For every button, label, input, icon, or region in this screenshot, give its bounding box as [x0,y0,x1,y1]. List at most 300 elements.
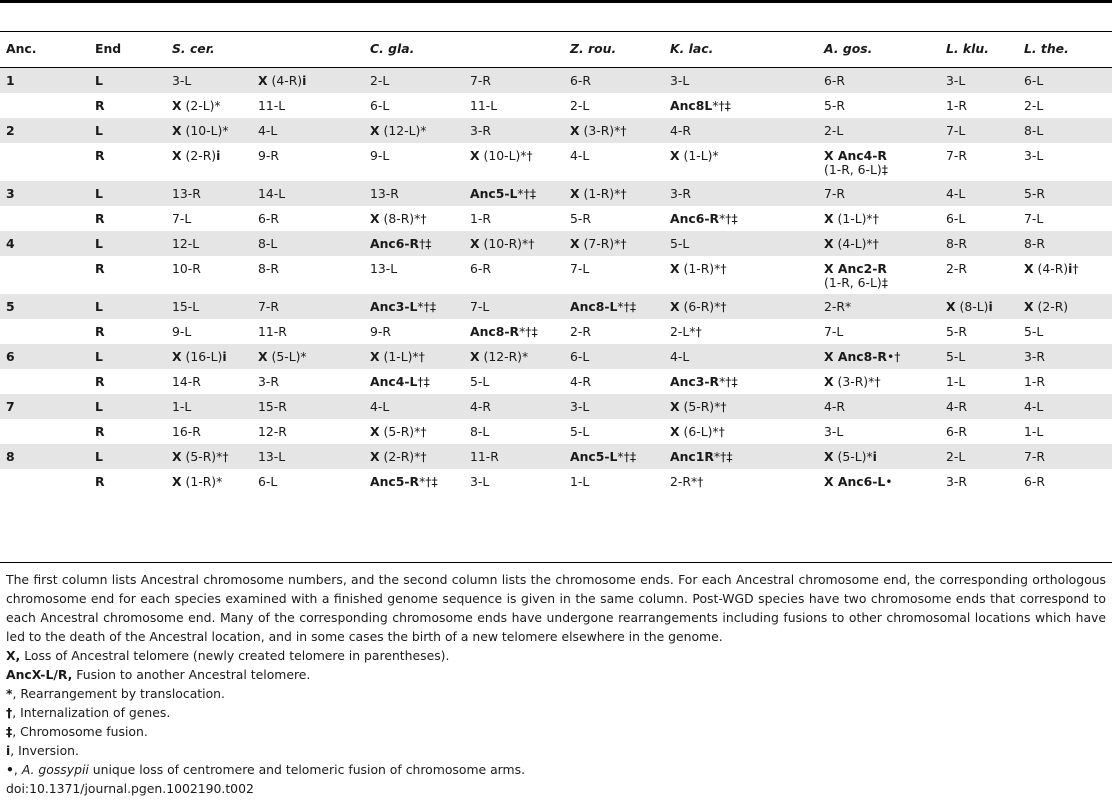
cell-main: X [570,123,580,138]
table-row [0,294,1112,319]
ortholog-cell [570,375,591,389]
cell-main: X [1024,299,1034,314]
cell-main: 7-L [470,299,490,314]
anc-cell: 6 [6,349,15,364]
cell-detail: *†‡ [719,211,738,226]
ortholog-cell [1024,450,1045,464]
cell-main: X [258,349,268,364]
ortholog-cell [1024,325,1043,339]
cell-main: 3-L [670,73,690,88]
ortholog-cell [570,74,591,88]
cell-main: 2-L [824,123,844,138]
cell-main: Anc1R [670,449,714,464]
ortholog-cell [370,99,389,113]
ortholog-cell [824,212,879,226]
cell-detail: (6-R)*† [679,299,727,314]
ortholog-cell [1024,475,1045,489]
ortholog-cell [670,325,702,339]
footnote-doi: doi:10.1371/journal.pgen.1002190.t002 [6,781,254,796]
cell-main: X [172,123,182,138]
cell-main: 8-R [258,261,279,276]
legend-text: , Rearrangement by translocation. [12,686,225,701]
cell-main: 12-L [172,236,200,251]
cell-main: X [946,299,956,314]
cell-main: 9-L [370,148,390,163]
cell-main: 7-L [1024,211,1044,226]
cell-detail: (2-R) [181,148,217,163]
ortholog-cell [824,187,845,201]
ortholog-cell [570,237,627,251]
legend-text: , [13,762,22,777]
cell-main: Anc5-L [570,449,618,464]
cell-detail: (8-R)*† [379,211,427,226]
end-cell: R [95,98,105,113]
ortholog-cell [824,450,877,464]
cell-main: 1-R [946,98,967,113]
cell-detail: (16-L) [181,349,223,364]
ortholog-cell [1024,300,1068,314]
cell-main: X [258,73,268,88]
end-cell: L [95,399,103,414]
ortholog-cell [172,212,191,226]
ortholog-cell [172,475,222,489]
cell-main: 5-L [1024,324,1044,339]
ortholog-cell [470,375,489,389]
cell-main: 13-R [172,186,201,201]
ortholog-cell [258,74,306,88]
cell-main: 2-R* [824,299,852,314]
ortholog-cell [172,375,201,389]
ortholog-cell [258,350,307,364]
ortholog-cell [824,475,893,489]
cell-detail: (3-R)*† [579,123,627,138]
anc-cell: 4 [6,236,15,251]
cell-main: Anc6-R [370,236,420,251]
cell-main: X Anc6-L [824,474,886,489]
ortholog-cell [946,475,967,489]
table-row [0,231,1112,256]
end-cell: L [95,186,103,201]
ortholog-cell [172,124,229,138]
ortholog-cell [258,237,277,251]
cell-main: 11-L [258,98,286,113]
ortholog-cell [172,262,201,276]
cell-main: X [172,349,182,364]
cell-main: 13-L [258,449,286,464]
telomere-table [0,32,1112,494]
table-row [0,206,1112,231]
cell-main: 4-R [570,374,591,389]
cell-main: 5-R [946,324,967,339]
ortholog-cell [370,237,431,251]
ortholog-cell [824,74,845,88]
table-row [0,394,1112,419]
legend-symbol: † [6,705,13,720]
cell-main: 4-L [570,148,590,163]
cell-main: X [470,236,480,251]
cell-subline: (1-R, 6-L)‡ [824,162,888,177]
cell-detail: (2-R) [1033,299,1069,314]
ortholog-cell [946,350,965,364]
cell-main: 1-L [1024,424,1044,439]
cell-detail: (3-R)*† [833,374,881,389]
cell-main: 2-L [1024,98,1044,113]
legend-species: A. gossypii [21,762,89,777]
cell-main: 4-L [370,399,390,414]
ortholog-cell [670,212,738,226]
cell-main: X Anc4-R [824,148,887,163]
cell-main: 9-R [258,148,279,163]
ortholog-cell [570,99,589,113]
cell-main: 1-L [946,374,966,389]
cell-main: 8-L [470,424,490,439]
ortholog-cell [258,99,285,113]
cell-detail: *†‡ [519,324,538,339]
ortholog-cell [824,99,845,113]
ortholog-cell [570,400,589,414]
cell-main: 7-R [824,186,845,201]
ortholog-cell [172,300,199,314]
ortholog-cell [172,187,201,201]
ortholog-cell [670,124,691,138]
cell-main: X [370,123,380,138]
ortholog-cell [258,262,279,276]
col-header-a-gos: A. gos. [824,41,873,56]
ortholog-cell [172,400,191,414]
ortholog-cell [470,187,536,201]
cell-main: Anc8-L [570,299,618,314]
col-header-c-gla: C. gla. [370,41,415,56]
end-cell: R [95,474,105,489]
cell-main: 7-L [946,123,966,138]
ortholog-cell [670,99,731,113]
cell-main: 3-R [946,474,967,489]
cell-main: X [670,399,680,414]
ortholog-cell [946,325,967,339]
end-cell: L [95,349,103,364]
inversion-mark: i [216,148,221,163]
col-header-l-klu: L. klu. [946,41,989,56]
inversion-mark: i [1068,261,1073,276]
ortholog-cell [370,425,427,439]
ortholog-cell [370,375,430,389]
cell-main: 15-R [258,399,287,414]
ortholog-cell [470,475,489,489]
cell-main: Anc3-L [370,299,418,314]
cell-main: X [370,349,380,364]
cell-main: 3-R [258,374,279,389]
legend-line [6,760,1106,779]
table-row [0,419,1112,444]
ortholog-cell [370,300,436,314]
cell-detail: *†‡ [712,98,731,113]
ortholog-cell [258,212,279,226]
col-header-s-cer: S. cer. [172,41,215,56]
cell-main: 1-L [570,474,590,489]
ortholog-cell [470,149,533,163]
cell-detail: (10-L)* [181,123,229,138]
cell-main: 2-R [946,261,967,276]
ortholog-cell [1024,124,1043,138]
ortholog-cell [570,212,591,226]
table-row [0,256,1112,294]
ortholog-cell [946,300,993,314]
ortholog-cell [370,212,427,226]
anc-cell: 7 [6,399,15,414]
ortholog-cell [824,124,843,138]
cell-subline: (1-R, 6-L)‡ [824,275,888,290]
ortholog-cell [570,262,589,276]
cell-main: X [824,374,834,389]
cell-detail: (10-R)*† [479,236,535,251]
ortholog-cell [258,400,287,414]
ortholog-cell [670,400,727,414]
table-row [0,319,1112,344]
cell-main: X [370,449,380,464]
ortholog-cell [570,475,589,489]
end-cell: L [95,236,103,251]
cell-detail: (4-L)*† [833,236,879,251]
ortholog-cell [1024,74,1043,88]
ortholog-cell [570,450,636,464]
cell-main: X [370,424,380,439]
ortholog-cell [370,475,438,489]
cell-main: X [1024,261,1034,276]
cell-main: 1-R [1024,374,1045,389]
ortholog-cell [670,350,689,364]
cell-main: Anc6-R [670,211,720,226]
cell-main: X [570,186,580,201]
cell-main: 5-R [824,98,845,113]
ortholog-cell [172,149,220,163]
ortholog-cell [570,425,589,439]
ortholog-cell [670,187,691,201]
cell-main: 2-R [570,324,591,339]
cell-detail: *†‡ [617,299,637,314]
cell-main: Anc3-R [670,374,720,389]
ortholog-cell [370,124,427,138]
cell-main: 2-L*† [670,324,702,339]
ortholog-cell [946,425,967,439]
ortholog-cell [1024,237,1045,251]
legend-text: , Inversion. [10,743,79,758]
cell-main: 4-L [670,349,690,364]
col-header-end: End [95,41,122,56]
cell-main: X Anc8-R [824,349,887,364]
cell-main: Anc4-L [370,374,418,389]
table-row [0,143,1112,181]
ortholog-cell [370,262,397,276]
cell-main: 5-R [570,211,591,226]
cell-main: 11-R [470,449,499,464]
ortholog-cell [824,237,879,251]
table-row [0,68,1112,93]
cell-main: 8-L [1024,123,1044,138]
ortholog-cell [670,425,725,439]
table-bottom-rule [0,562,1112,563]
legend-text: Loss of Ancestral telomere (newly created telomere in parentheses). [20,648,450,663]
cell-main: 3-L [824,424,844,439]
cell-detail: (10-L)*† [479,148,533,163]
cell-main: X [670,424,680,439]
cell-main: X [570,236,580,251]
cell-detail: †‡ [419,236,432,251]
cell-detail: (5-L)* [833,449,873,464]
ortholog-cell [824,325,843,339]
ortholog-cell [258,425,287,439]
legend-symbol: * [6,686,13,701]
ortholog-cell [470,262,491,276]
cell-main: X [172,449,182,464]
cell-main: X [470,148,480,163]
col-header-k-lac: K. lac. [670,41,714,56]
cell-main: 5-L [670,236,690,251]
legend-rest: unique loss of centromere and telomeric fusion of chromosome arms. [88,762,526,777]
ortholog-cell [470,300,489,314]
ortholog-cell [172,350,227,364]
ortholog-cell [470,124,491,138]
ortholog-cell [946,124,965,138]
cell-main: 2-R*† [670,474,704,489]
cell-detail: (1-R)*† [679,261,727,276]
ortholog-cell [470,425,489,439]
legend-symbol: i [6,743,11,758]
cell-main: Anc8-R [470,324,520,339]
cell-main: 6-R [946,424,967,439]
cell-main: 3-L [1024,148,1044,163]
cell-detail: *†‡ [417,299,437,314]
cell-main: X [670,299,680,314]
end-cell: R [95,374,105,389]
cell-detail: *†‡ [517,186,537,201]
cell-main: 7-R [258,299,279,314]
cell-main: X [824,449,834,464]
inversion-mark: i [302,73,307,88]
cell-main: 7-L [172,211,192,226]
table-row [0,93,1112,118]
anc-cell: 1 [6,73,15,88]
ortholog-cell [946,99,967,113]
ortholog-cell [470,400,491,414]
ortholog-cell [946,450,965,464]
end-cell: L [95,299,103,314]
legend-symbol: ‡ [6,724,13,739]
cell-detail: (2-L)* [181,98,221,113]
cell-main: 4-R [824,399,845,414]
cell-detail: *†‡ [713,449,733,464]
cell-main: X [824,236,834,251]
ortholog-cell [1024,425,1043,439]
ortholog-cell [470,450,499,464]
cell-detail: (6-L)*† [679,424,725,439]
cell-detail: (2-R)*† [379,449,427,464]
cell-main: 11-L [470,98,498,113]
inversion-mark: i [222,349,227,364]
cell-detail: (1-R)*† [579,186,627,201]
ortholog-cell [1024,99,1043,113]
ortholog-cell [570,350,589,364]
cell-main: 5-L [946,349,966,364]
cell-main: 1-L [172,399,192,414]
end-cell: R [95,148,105,163]
anc-cell: 2 [6,123,15,138]
footnote-description: The first column lists Ancestral chromosome numbers, and the second column lists the chromosome ends. For each Ancestral chromosome end, the corresponding orthologous chromosome end for each species examined with a finished genome sequence is given in the same column. Post-WGD species have two chromosome ends that correspond to each Ancestral chromosome end. Many of the corresponding chromosome ends have undergone rearrangements including fusions to other chromosomal locations which have led to the death of the Ancestral location, and in some cases the birth of a new telomere elsewhere in the genome. [6,572,1106,644]
legend-symbol: X, [6,648,21,663]
cell-main: 2-L [570,98,590,113]
cell-detail: (8-L) [955,299,989,314]
legend-line [6,684,1106,703]
ortholog-cell [670,262,727,276]
cell-main: 3-R [1024,349,1045,364]
cell-main: 10-R [172,261,201,276]
cell-main: 9-L [172,324,192,339]
cell-main: X [172,98,182,113]
cell-main: 3-R [470,123,491,138]
cell-main: 6-L [1024,73,1044,88]
ortholog-cell [946,400,967,414]
cell-main: 5-L [470,374,490,389]
ortholog-cell [946,237,967,251]
cell-detail: *†‡ [617,449,637,464]
cell-main: 6-R [824,73,845,88]
ortholog-cell [1024,212,1043,226]
cell-detail: (12-R)* [479,349,529,364]
ortholog-cell [258,450,285,464]
cell-main: 12-R [258,424,287,439]
ortholog-cell [824,375,881,389]
inversion-mark: i [988,299,993,314]
cell-main: 7-L [824,324,844,339]
legend-line [6,741,1106,760]
cell-main: 3-L [470,474,490,489]
ortholog-cell [470,237,534,251]
cell-detail: (5-L)* [267,349,307,364]
ortholog-cell [470,74,491,88]
ortholog-cell [172,99,221,113]
col-header-l-the: L. the. [1024,41,1069,56]
cell-detail: (4-R) [1033,261,1069,276]
cell-main: Anc5-R [370,474,420,489]
ortholog-cell [470,212,491,226]
cell-detail: (1-R)* [181,474,223,489]
ortholog-cell [258,187,285,201]
ortholog-cell [1024,375,1045,389]
cell-main: X [172,148,182,163]
cell-main: X [824,211,834,226]
table-row [0,344,1112,369]
ortholog-cell [470,350,528,364]
legend-text: , Internalization of genes. [12,705,171,720]
cell-main: 3-R [670,186,691,201]
cell-main: X [670,148,680,163]
ortholog-cell [258,375,279,389]
ortholog-cell [1024,149,1043,163]
cell-detail: (5-R)*† [181,449,229,464]
ortholog-cell [370,400,389,414]
legend-symbol: AncX-L/R, [6,667,73,682]
ortholog-cell [172,74,191,88]
cell-main: 6-L [370,98,390,113]
legend-line [6,646,1106,665]
ortholog-cell [258,475,277,489]
end-cell: L [95,449,103,464]
legend-line [6,703,1106,722]
ortholog-cell [258,149,279,163]
ortholog-cell [370,149,389,163]
cell-main: 6-R [258,211,279,226]
ortholog-cell [1024,400,1043,414]
ortholog-cell [670,149,719,163]
